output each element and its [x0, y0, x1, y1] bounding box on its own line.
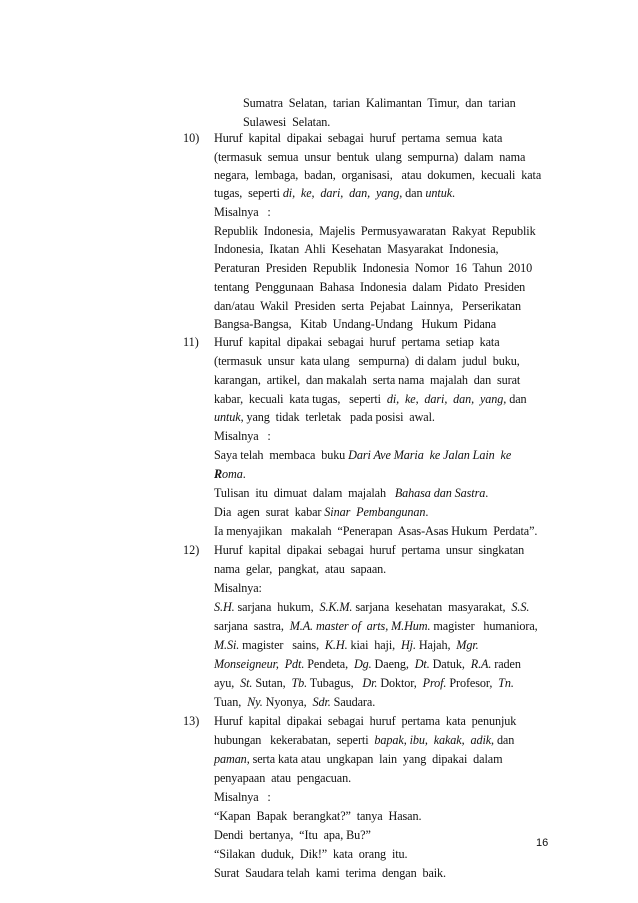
- text-line: [243, 95, 516, 111]
- text-segment: “Silakan duduk, Dik!” kata orang itu.: [214, 847, 408, 861]
- text-segment: .: [452, 186, 455, 200]
- text-segment: dan: [402, 186, 426, 200]
- text-segment: Sumatra Selatan, tarian Kalimantan Timur, dan tarian: [243, 96, 516, 110]
- text-line: [214, 260, 532, 276]
- text-line: [214, 770, 351, 786]
- text-line: [214, 223, 536, 239]
- text-line: [214, 428, 271, 444]
- text-line: [214, 637, 479, 653]
- text-line: [214, 751, 502, 767]
- list-item-number: 13): [183, 714, 200, 728]
- text-line: [214, 694, 375, 710]
- text-segment: Huruf kapital dipakai sebagai huruf pertama semua kata: [214, 131, 503, 145]
- text-segment: Tubagus,: [307, 676, 363, 690]
- text-segment: Dr.: [362, 676, 378, 690]
- text-segment: Prof.: [422, 676, 447, 690]
- text-segment: bapak, ibu, kakak, adik: [374, 733, 492, 747]
- text-segment: Misalnya :: [214, 205, 271, 219]
- text-segment: Sinar Pembangunan: [324, 505, 426, 519]
- list-item-number: 12): [183, 543, 200, 557]
- text-line: [214, 656, 521, 672]
- text-line: [214, 204, 271, 220]
- text-line: [214, 675, 514, 691]
- text-segment: (termasuk unsur kata ulang sempurna) di dalam judul buku,: [214, 354, 520, 368]
- text-line: [214, 713, 516, 729]
- text-segment: Dendi bertanya, “Itu apa, Bu?”: [214, 828, 371, 842]
- text-segment: tentang Penggunaan Bahasa Indonesia dalam Pidato Presiden: [214, 280, 526, 294]
- text-segment: .: [485, 486, 489, 500]
- text-segment: sarjana kesehatan masyarakat,: [352, 600, 512, 614]
- text-segment: , dan: [491, 733, 515, 747]
- text-line: [214, 732, 514, 748]
- text-line: [214, 808, 421, 824]
- text-segment: Tb.: [291, 676, 308, 690]
- text-segment: R.A.: [470, 657, 492, 671]
- text-segment: S.S.: [511, 600, 530, 614]
- text-segment: Dg.: [353, 657, 372, 671]
- text-segment: Bangsa-Bangsa, Kitab Undang-Undang Hukum Pidana: [214, 317, 497, 331]
- text-segment: Misalnya :: [214, 790, 271, 804]
- text-segment: nama gelar, pangkat, atau sapaan.: [214, 562, 387, 576]
- text-segment: Pendeta,: [304, 657, 354, 671]
- text-line: [243, 114, 330, 130]
- text-segment: St.: [240, 676, 253, 690]
- text-line: [214, 149, 525, 165]
- text-segment: sarjana hukum,: [234, 600, 320, 614]
- text-segment: untuk: [214, 410, 241, 424]
- text-segment: magister sains,: [239, 638, 325, 652]
- text-segment: dan/atau Wakil Presiden serta Pejabat Lainnya, Perserikatan: [214, 299, 521, 313]
- text-line: [214, 618, 538, 634]
- text-segment: Hj.: [400, 638, 416, 652]
- text-line: [214, 241, 498, 257]
- text-segment: oma: [222, 467, 243, 481]
- text-line: [214, 298, 521, 314]
- text-segment: M.Si.: [214, 638, 240, 652]
- text-line: [214, 409, 435, 425]
- list-item-number: 10): [183, 131, 200, 145]
- text-segment: di, ke, dari, dan, yang,: [386, 392, 507, 406]
- text-line: [214, 279, 525, 295]
- text-segment: Daeng,: [371, 657, 415, 671]
- text-segment: negara, lembaga, badan, organisasi, atau dokumen, kecuali kata: [214, 168, 542, 182]
- text-segment: tugas, seperti: [214, 186, 283, 200]
- text-segment: Huruf kapital dipakai sebagai huruf pertama setiap kata: [214, 335, 500, 349]
- text-segment: Tn.: [498, 676, 514, 690]
- text-line: [214, 391, 527, 407]
- text-segment: kiai haji,: [347, 638, 401, 652]
- text-segment: Sdr.: [312, 695, 331, 709]
- text-line: [214, 561, 386, 577]
- text-segment: ayu,: [214, 676, 241, 690]
- text-line: [214, 372, 520, 388]
- text-segment: R: [214, 467, 223, 481]
- text-line: [214, 466, 246, 482]
- text-segment: Huruf kapital dipakai sebagai huruf pertama kata penunjuk: [214, 714, 517, 728]
- text-segment: .: [242, 467, 246, 481]
- text-segment: K.H.: [324, 638, 348, 652]
- text-segment: Bahasa dan Sastra: [394, 486, 486, 500]
- text-segment: dan: [506, 392, 527, 406]
- text-segment: untuk: [425, 186, 452, 200]
- text-segment: Surat Saudara telah kami terima dengan baik.: [214, 866, 447, 880]
- text-segment: Saya telah membaca buku: [214, 448, 349, 462]
- text-segment: Sutan,: [252, 676, 292, 690]
- text-line: [214, 185, 455, 201]
- text-segment: penyapaan atau pengacuan.: [214, 771, 352, 785]
- text-segment: Dari Ave Maria ke Jalan Lain ke: [348, 448, 512, 462]
- text-line: [214, 599, 529, 615]
- text-segment: Dt.: [414, 657, 430, 671]
- text-segment: Tulisan itu dimuat dalam majalah: [214, 486, 395, 500]
- text-line: [214, 865, 446, 881]
- text-line: [214, 316, 496, 332]
- text-line: [214, 846, 407, 862]
- text-segment: M.A. master of arts, M.Hum.: [289, 619, 431, 633]
- text-segment: .: [425, 505, 429, 519]
- text-segment: Sulawesi Selatan.: [243, 115, 331, 129]
- text-segment: , yang tidak terletak pada posisi awal.: [240, 410, 435, 424]
- text-segment: Misalnya:: [214, 581, 262, 595]
- text-segment: Mgr.: [456, 638, 479, 652]
- text-line: [214, 353, 520, 369]
- text-segment: karangan, artikel, dan makalah serta nama majalah dan surat: [214, 373, 521, 387]
- text-line: [214, 523, 537, 539]
- text-segment: kabar, kecuali kata tugas, seperti: [214, 392, 387, 406]
- text-line: [214, 789, 271, 805]
- text-segment: Profesor,: [446, 676, 499, 690]
- text-segment: Ny.: [247, 695, 263, 709]
- text-segment: hubungan kekerabatan, seperti: [214, 733, 375, 747]
- text-segment: di, ke, dari, dan, yang,: [282, 186, 403, 200]
- text-segment: Dia agen surat kabar: [214, 505, 325, 519]
- text-segment: S.K.M.: [319, 600, 353, 614]
- text-segment: Monseigneur, Pdt.: [214, 657, 305, 671]
- text-segment: Ia menyajikan makalah “Penerapan Asas-Asas Hukum Perdata”.: [214, 524, 538, 538]
- text-segment: Republik Indonesia, Majelis Permusyawaratan Rakyat Republik: [214, 224, 536, 238]
- text-line: [214, 504, 428, 520]
- text-line: [214, 167, 541, 183]
- text-segment: paman: [214, 752, 247, 766]
- text-segment: “Kapan Bapak berangkat?” tanya Hasan.: [214, 809, 422, 823]
- text-line: [214, 485, 488, 501]
- text-segment: Tuan,: [214, 695, 248, 709]
- text-line: [214, 542, 524, 558]
- text-segment: raden: [491, 657, 521, 671]
- text-line: [214, 130, 502, 146]
- list-item-number: 11): [183, 335, 199, 349]
- text-line: [214, 580, 262, 596]
- text-segment: Datuk,: [429, 657, 471, 671]
- page-number: 16: [536, 837, 549, 849]
- text-segment: (termasuk semua unsur bentuk ulang sempurna) dalam nama: [214, 150, 526, 164]
- text-line: [214, 827, 371, 843]
- text-segment: sarjana sastra,: [214, 619, 290, 633]
- text-segment: magister humaniora,: [430, 619, 538, 633]
- text-segment: Huruf kapital dipakai sebagai huruf pertama unsur singkatan: [214, 543, 525, 557]
- text-segment: Peraturan Presiden Republik Indonesia Nomor 16 Tahun 2010: [214, 261, 533, 275]
- text-line: [214, 334, 500, 350]
- text-segment: , serta kata atau ungkapan lain yang dipakai dalam: [246, 752, 503, 766]
- text-line: [214, 447, 511, 463]
- text-segment: Nyonya,: [262, 695, 313, 709]
- text-segment: Doktor,: [377, 676, 423, 690]
- text-segment: Misalnya :: [214, 429, 271, 443]
- text-segment: Saudara.: [330, 695, 376, 709]
- text-segment: Indonesia, Ikatan Ahli Kesehatan Masyarakat Indonesia,: [214, 242, 499, 256]
- text-segment: Hajah,: [415, 638, 457, 652]
- text-segment: S.H.: [214, 600, 235, 614]
